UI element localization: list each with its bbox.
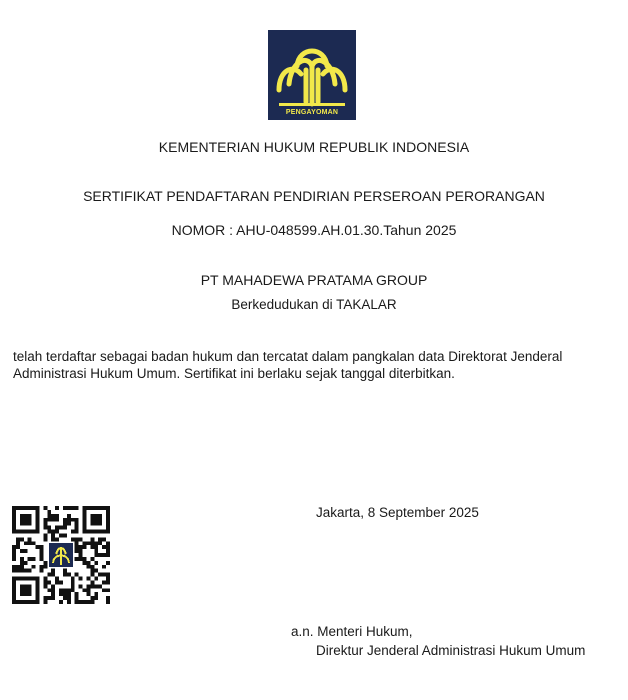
signer-on-behalf: a.n. Menteri Hukum, (291, 624, 413, 639)
certificate-body-text: telah terdaftar sebagai badan hukum dan tercatat dalam pangkalan data Direktorat Jenderal Administrasi Hukum Umum. Sertifikat ini berlaku sejak tanggal diterbitkan. (13, 349, 563, 381)
qr-code-icon (12, 506, 110, 604)
qr-code (12, 506, 110, 604)
certificate-title: SERTIFIKAT PENDAFTARAN PENDIRIAN PERSEROAN PERORANGAN (83, 188, 545, 204)
company-seat: Berkedudukan di TAKALAR (231, 297, 397, 312)
logo-caption: PENGAYOMAN (285, 109, 339, 116)
certificate-number: NOMOR : AHU-048599.AH.01.30.Tahun 2025 (171, 222, 457, 238)
pengayoman-logo (268, 30, 356, 120)
company-name: PT MAHADEWA PRATAMA GROUP (200, 272, 428, 288)
place-and-date: Jakarta, 8 September 2025 (316, 505, 479, 520)
pengayoman-tree-icon (273, 40, 351, 108)
ministry-name: KEMENTERIAN HUKUM REPUBLIK INDONESIA (158, 139, 470, 155)
signer-title: Direktur Jenderal Administrasi Hukum Umum (316, 643, 586, 658)
